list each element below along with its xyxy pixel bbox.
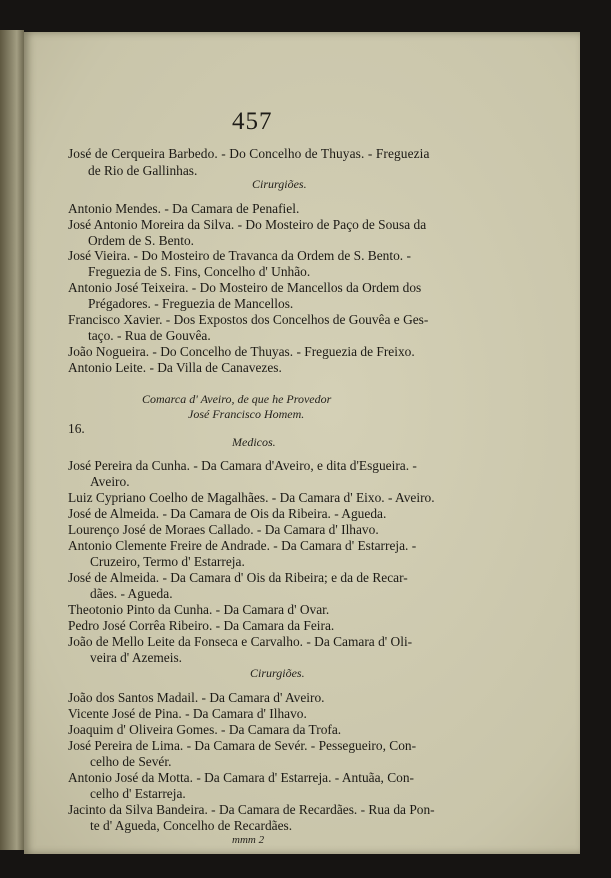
text-line: Luiz Cypriano Coelho de Magalhães. - Da Camara d' Eixo. - Aveiro.: [68, 490, 435, 505]
text-line: Joaquim d' Oliveira Gomes. - Da Camara da Trofa.: [68, 722, 342, 737]
text-line: Jacinto da Silva Bandeira. - Da Camara de Recardães. - Rua da Pon-: [68, 802, 435, 817]
text-line: Antonio Clemente Freire de Andrade. - Da Camara d' Estarreja. -: [68, 538, 417, 553]
text-line: Antonio José da Motta. - Da Camara d' Estarreja. - Antuãa, Con-: [68, 770, 415, 785]
signature-mark: mmm 2: [232, 834, 265, 846]
text-line: Antonio José Teixeira. - Do Mosteiro de Mancellos da Ordem dos: [68, 280, 422, 295]
text-line: José de Cerqueira Barbedo. - Do Concelho de Thuyas. - Freguezia: [68, 146, 430, 161]
text-line: José Vieira. - Do Mosteiro de Travanca da Ordem de S. Bento. -: [68, 248, 411, 263]
section-heading-cirurgioes: Cirurgiões.: [250, 666, 305, 680]
provedor-name: José Francisco Homem.: [188, 407, 305, 421]
comarca-heading: Comarca d' Aveiro, de que he Provedor: [142, 392, 332, 406]
text-line: João de Mello Leite da Fonseca e Carvalho. - Da Camara d' Oli-: [68, 634, 413, 649]
text-line: Theotonio Pinto da Cunha. - Da Camara d' Ovar.: [68, 602, 330, 617]
facing-page-edge: [0, 30, 24, 850]
text-line: José Pereira de Lima. - Da Camara de Sevér. - Pessegueiro, Con-: [68, 738, 417, 753]
text-line: Freguezia de S. Fins, Concelho d' Unhão.: [88, 264, 311, 279]
text-line: Aveiro.: [90, 474, 130, 489]
text-line: Prégadores. - Freguezia de Mancellos.: [88, 296, 294, 311]
text-line: Antonio Leite. - Da Villa de Canavezes.: [68, 360, 282, 375]
text-line: João Nogueira. - Do Concelho de Thuyas. - Freguezia de Freixo.: [68, 344, 415, 359]
text-line: João dos Santos Madail. - Da Camara d' Aveiro.: [68, 690, 325, 705]
text-line: celho d' Estarreja.: [90, 786, 186, 801]
text-line: veira d' Azemeis.: [90, 650, 183, 665]
text-line: de Rio de Gallinhas.: [88, 163, 198, 178]
text-line: celho de Sevér.: [90, 754, 172, 769]
text-line: Vicente José de Pina. - Da Camara d' Ilhavo.: [68, 706, 307, 721]
text-line: te d' Agueda, Concelho de Recardães.: [90, 818, 293, 833]
text-line: José de Almeida. - Da Camara de Ois da Ribeira. - Agueda.: [68, 506, 387, 521]
text-line: dães. - Agueda.: [90, 586, 173, 601]
text-line: Pedro José Corrêa Ribeiro. - Da Camara da Feira.: [68, 618, 335, 633]
text-line: taço. - Rua de Gouvêa.: [88, 328, 211, 343]
text-line: Cruzeiro, Termo d' Estarreja.: [90, 554, 245, 569]
text-line: Francisco Xavier. - Dos Expostos dos Concelhos de Gouvêa e Ges-: [68, 312, 429, 327]
section-number: 16.: [68, 421, 85, 436]
section-heading-cirurgioes: Cirurgiões.: [252, 177, 307, 191]
text-line: Lourenço José de Moraes Callado. - Da Camara d' Ilhavo.: [68, 522, 379, 537]
section-heading-medicos: Medicos.: [232, 435, 276, 449]
page-number: 457: [232, 108, 273, 135]
text-line: Antonio Mendes. - Da Camara de Penafiel.: [68, 201, 300, 216]
text-line: José de Almeida. - Da Camara d' Ois da Ribeira; e da de Recar-: [68, 570, 408, 585]
text-line: José Pereira da Cunha. - Da Camara d'Aveiro, e dita d'Esgueira. -: [68, 458, 417, 473]
text-line: Ordem de S. Bento.: [88, 233, 194, 248]
text-line: José Antonio Moreira da Silva. - Do Mosteiro de Paço de Sousa da: [68, 217, 427, 232]
